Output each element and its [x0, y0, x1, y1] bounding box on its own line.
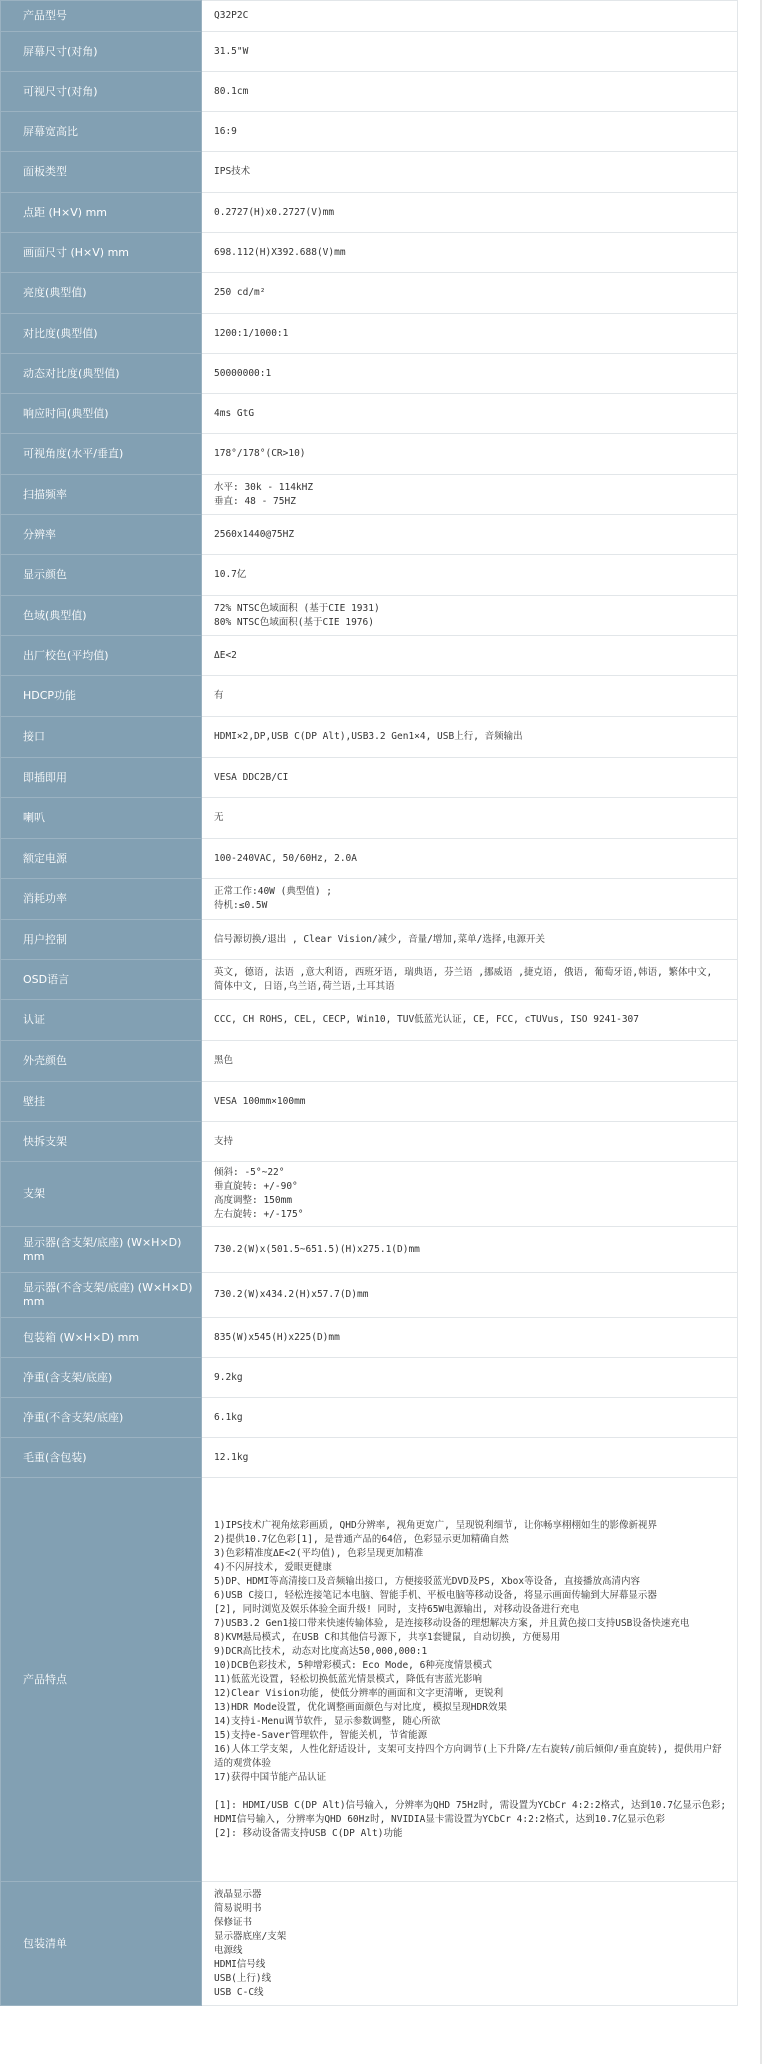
- spec-label: 接口: [1, 717, 202, 758]
- spec-value: [202, 1, 738, 32]
- spec-value-line: 178°/178°(CR>10): [214, 448, 306, 459]
- spec-row: [1, 354, 738, 394]
- spec-value-line: [1]: HDMI/USB C(DP Alt)信号输入, 分辨率为QHD 75Hz时, 需设置为YCbCr 4:2:2格式, 达到10.7亿显示色彩; HDMI信号输入, 分辨率为QHD 60Hz时, NVIDIA显卡需设置为YCbCr 4:2:2格式, 达到10.7亿显示色彩: [214, 1799, 732, 1825]
- spec-row: [1, 1273, 738, 1318]
- spec-value-line: 12.1kg: [214, 1451, 249, 1463]
- spec-label: 动态对比度(典型值): [1, 354, 202, 394]
- spec-value: [202, 758, 738, 798]
- spec-row: [1, 960, 738, 1000]
- spec-value: [202, 798, 738, 839]
- spec-row: [1, 32, 738, 72]
- spec-value: [202, 1227, 738, 1273]
- spec-value-line: 50000000:1: [214, 367, 272, 379]
- spec-value-line: 电源线: [214, 1944, 243, 1956]
- spec-label: 对比度(典型值): [1, 314, 202, 354]
- spec-value-line: 15)支持e-Saver管理软件, 智能关机, 节省能源: [214, 1729, 428, 1741]
- spec-value-line: 730.2(W)x434.2(H)x57.7(D)mm: [214, 1289, 369, 1300]
- spec-value: [202, 1318, 738, 1358]
- spec-row: [1, 233, 738, 273]
- spec-value: [202, 72, 738, 112]
- spec-value-line: 液晶显示器: [214, 1888, 262, 1900]
- spec-value-line: 6)USB C接口, 轻松连接笔记本电脑、智能手机、平板电脑等移动设备, 将显示画面传输到大屏幕显示器: [214, 1589, 657, 1601]
- spec-label: 产品型号: [1, 1, 202, 32]
- spec-value-line: [2]: 移动设备需支持USB C(DP Alt)功能: [214, 1827, 403, 1839]
- spec-row: [1, 920, 738, 960]
- spec-row: [1, 636, 738, 676]
- spec-value-line: 4ms GtG: [214, 407, 255, 419]
- spec-label: 快拆支架: [1, 1122, 202, 1162]
- spec-row: [1, 1000, 738, 1041]
- spec-value-line: 有: [214, 690, 224, 701]
- spec-value: [202, 1273, 738, 1318]
- spec-value-line: 2560x1440@75HZ: [214, 528, 295, 540]
- spec-value: [202, 839, 738, 879]
- spec-value-line: 730.2(W)x(501.5~651.5)(H)x275.1(D)mm: [214, 1243, 420, 1255]
- spec-value: [202, 1882, 738, 2006]
- spec-value: [202, 636, 738, 676]
- spec-row: [1, 1041, 738, 1082]
- spec-row: [1, 72, 738, 112]
- spec-value-line: 72% NTSC色域面积 (基于CIE 1931): [214, 602, 380, 614]
- spec-label: 净重(含支架/底座): [1, 1358, 202, 1398]
- spec-value: [202, 1478, 738, 1882]
- spec-value-line: 5)DP、HDMI等高清接口及音频输出接口, 方便接驳蓝光DVD及PS, Xbox等设备, 直接播放高清内容: [214, 1575, 641, 1587]
- spec-row: [1, 314, 738, 354]
- spec-value-line: 250 cd/m²: [214, 287, 266, 298]
- spec-value-line: 高度调整: 150mm: [214, 1195, 293, 1206]
- spec-row: [1, 434, 738, 475]
- spec-value-line: 水平: 30k - 114kHZ: [214, 481, 314, 493]
- spec-value-line: 14)支持i-Menu调节软件, 显示参数调整, 随心所欲: [214, 1715, 441, 1727]
- spec-label: 净重(不含支架/底座): [1, 1398, 202, 1438]
- spec-value-line: 16:9: [214, 125, 237, 137]
- spec-value: [202, 152, 738, 193]
- spec-value-line: 无: [214, 812, 224, 823]
- spec-row: [1, 839, 738, 879]
- spec-value: [202, 676, 738, 717]
- spec-value: [202, 112, 738, 152]
- spec-value-line: 16)人体工学支架, 人性化舒适设计, 支架可支持四个方向调节(上下升降/左右旋转/前后倾仰/垂直旋转), 提供用户舒适的观赏体验: [214, 1743, 722, 1769]
- spec-label: 可视尺寸(对角): [1, 72, 202, 112]
- spec-value: [202, 1162, 738, 1227]
- spec-value-line: 简易说明书: [214, 1902, 262, 1914]
- spec-row: [1, 879, 738, 920]
- spec-value-line: 6.1kg: [214, 1411, 243, 1423]
- spec-value-line: 左右旋转: +/-175°: [214, 1209, 304, 1220]
- spec-label: 面板类型: [1, 152, 202, 193]
- spec-value-line: 1)IPS技术广视角炫彩画质, QHD分辨率, 视角更宽广, 呈现锐利细节, 让你畅享栩栩如生的影像新视界: [214, 1519, 658, 1531]
- spec-value-line: 2)提供10.7亿色彩[1], 是普通产品的64倍, 色彩显示更加精确自然: [214, 1533, 509, 1545]
- spec-label: 显示器(不含支架/底座) (W×H×D) mm: [1, 1273, 202, 1318]
- spec-value-line: 100-240VAC, 50/60Hz, 2.0A: [214, 852, 357, 864]
- spec-value-line: ΔE<2: [214, 649, 237, 661]
- spec-value-line: 显示器底座/支架: [214, 1930, 287, 1942]
- spec-row: [1, 152, 738, 193]
- spec-label: 响应时间(典型值): [1, 394, 202, 434]
- spec-value-line: 13)HDR Mode设置, 优化调整画面颜色与对比度, 模拟呈现HDR效果: [214, 1701, 507, 1713]
- spec-label: 出厂校色(平均值): [1, 636, 202, 676]
- spec-row: [1, 1122, 738, 1162]
- spec-row: [1, 596, 738, 636]
- spec-label: 亮度(典型值): [1, 273, 202, 314]
- spec-label: 色域(典型值): [1, 596, 202, 636]
- spec-value-line: 31.5"W: [214, 45, 249, 57]
- spec-row: [1, 1358, 738, 1398]
- spec-label: 消耗功率: [1, 879, 202, 920]
- spec-row: [1, 1438, 738, 1478]
- spec-row: [1, 1478, 738, 1882]
- spec-row: [1, 1882, 738, 2006]
- spec-value-line: 1200:1/1000:1: [214, 327, 289, 339]
- spec-value-line: 垂直: 48 - 75HZ: [214, 495, 296, 507]
- spec-value-line: USB C-C线: [214, 1986, 264, 1998]
- spec-label: 点距 (H×V) mm: [1, 193, 202, 233]
- spec-value-line: 7)USB3.2 Gen1接口带来快速传输体验, 是连接移动设备的理想解决方案, 并且黄色接口支持USB设备快速充电: [214, 1617, 690, 1629]
- spec-value: [202, 273, 738, 314]
- spec-value: [202, 434, 738, 475]
- spec-value-line: 4)不闪屏技术, 爱眼更健康: [214, 1561, 332, 1573]
- spec-label: 毛重(含包装): [1, 1438, 202, 1478]
- spec-row: [1, 1398, 738, 1438]
- spec-value-line: 简体中文, 日语,乌兰语,荷兰语,土耳其语: [214, 980, 395, 992]
- spec-value: [202, 193, 738, 233]
- spec-value-line: 80.1cm: [214, 85, 249, 97]
- spec-value-line: [214, 1785, 729, 1799]
- spec-value-line: USB(上行)线: [214, 1972, 272, 1984]
- spec-row: [1, 676, 738, 717]
- spec-label: 显示器(含支架/底座) (W×H×D) mm: [1, 1227, 202, 1273]
- spec-label: 屏幕宽高比: [1, 112, 202, 152]
- spec-value-line: 垂直旋转: +/-90°: [214, 1181, 298, 1192]
- spec-value-line: 8)KVM悬局模式, 在USB C和其他信号源下, 共享1套键鼠, 自动切换, 方便易用: [214, 1631, 561, 1643]
- spec-row: [1, 193, 738, 233]
- spec-value-line: 17)获得中国节能产品认证: [214, 1771, 327, 1783]
- spec-label: OSD语言: [1, 960, 202, 1000]
- spec-value-line: 黑色: [214, 1055, 234, 1066]
- spec-value-line: 9)DCR高比技术, 动态对比度高达50,000,000:1: [214, 1645, 428, 1657]
- spec-value: [202, 1438, 738, 1478]
- spec-row: [1, 1162, 738, 1227]
- spec-value-line: 正常工作:40W (典型值) ;: [214, 886, 332, 897]
- spec-value: [202, 717, 738, 758]
- spec-row: [1, 394, 738, 434]
- spec-value-line: HDMI信号线: [214, 1958, 266, 1970]
- spec-label: 壁挂: [1, 1082, 202, 1122]
- spec-label: 外壳颜色: [1, 1041, 202, 1082]
- spec-value: [202, 596, 738, 636]
- spec-value-line: 10)DCB色彩技术, 5种增彩模式: Eco Mode, 6种亮度情景模式: [214, 1659, 492, 1671]
- spec-row: [1, 555, 738, 596]
- spec-value: [202, 960, 738, 1000]
- spec-label: 产品特点: [1, 1478, 202, 1882]
- spec-row: [1, 717, 738, 758]
- spec-label: 即插即用: [1, 758, 202, 798]
- spec-value: [202, 32, 738, 72]
- spec-value-line: 0.2727(H)x0.2727(V)mm: [214, 206, 335, 218]
- spec-label: 额定电源: [1, 839, 202, 879]
- spec-value: [202, 1041, 738, 1082]
- spec-label: 屏幕尺寸(对角): [1, 32, 202, 72]
- spec-row: [1, 798, 738, 839]
- spec-value: [202, 475, 738, 515]
- scroll-rail: [760, 0, 762, 2064]
- spec-value: [202, 879, 738, 920]
- spec-value: [202, 1398, 738, 1438]
- spec-value-line: 待机:≤0.5W: [214, 900, 268, 911]
- spec-row: [1, 273, 738, 314]
- spec-value: [202, 1122, 738, 1162]
- spec-value-line: 80% NTSC色域面积(基于CIE 1976): [214, 616, 374, 628]
- spec-value-line: 835(W)x545(H)x225(D)mm: [214, 1331, 340, 1343]
- spec-value-line: 698.112(H)X392.688(V)mm: [214, 246, 346, 258]
- spec-label: 扫描频率: [1, 475, 202, 515]
- spec-label: 喇叭: [1, 798, 202, 839]
- spec-label: 包装箱 (W×H×D) mm: [1, 1318, 202, 1358]
- spec-label: 支架: [1, 1162, 202, 1227]
- spec-row: [1, 515, 738, 555]
- spec-value-line: VESA DDC2B/CI: [214, 771, 289, 783]
- spec-value: [202, 314, 738, 354]
- spec-value-line: 英文, 德语, 法语 ,意大利语, 西班牙语, 瑞典语, 芬兰语 ,挪威语 ,捷克语, 俄语, 葡萄牙语,韩语, 繁体中文,: [214, 966, 713, 978]
- spec-value-line: 12)Clear Vision功能, 使低分辨率的画面和文字更清晰, 更锐利: [214, 1687, 504, 1699]
- spec-value-line: 10.7亿: [214, 569, 247, 580]
- spec-row: [1, 475, 738, 515]
- spec-value: [202, 394, 738, 434]
- spec-value-line: Q32P2C: [214, 10, 249, 21]
- spec-row: [1, 1, 738, 32]
- spec-label: 用户控制: [1, 920, 202, 960]
- spec-label: 可视角度(水平/垂直): [1, 434, 202, 475]
- spec-value-line: CCC, CH ROHS, CEL, CECP, Win10, TUV低蓝光认证, CE, FCC, cTUVus, ISO 9241-307: [214, 1014, 639, 1025]
- spec-value-line: 倾斜: -5°~22°: [214, 1167, 285, 1178]
- spec-value-line: [2], 同时浏览及娱乐体验全面升级! 同时, 支持65W电源输出, 对移动设备进行充电: [214, 1603, 580, 1615]
- spec-value-line: 3)色彩精准度ΔE<2(平均值), 色彩呈现更加精准: [214, 1547, 424, 1559]
- spec-value-line: HDMI×2,DP,USB C(DP Alt),USB3.2 Gen1×4, USB上行, 音频输出: [214, 731, 523, 742]
- spec-value-line: 保修证书: [214, 1916, 253, 1928]
- spec-label: HDCP功能: [1, 676, 202, 717]
- spec-label: 分辨率: [1, 515, 202, 555]
- spec-value: [202, 555, 738, 596]
- spec-value-line: 11)低蓝光设置, 轻松切换低蓝光情景模式, 降低有害蓝光影响: [214, 1673, 483, 1685]
- spec-value: [202, 354, 738, 394]
- spec-value-line: 9.2kg: [214, 1371, 243, 1383]
- spec-value: [202, 1082, 738, 1122]
- spec-label: 认证: [1, 1000, 202, 1041]
- spec-row: [1, 1318, 738, 1358]
- spec-row: [1, 1082, 738, 1122]
- spec-row: [1, 112, 738, 152]
- spec-row: [1, 758, 738, 798]
- spec-value: [202, 515, 738, 555]
- spec-value-line: VESA 100mm×100mm: [214, 1095, 306, 1107]
- spec-value: [202, 1000, 738, 1041]
- spec-value-line: 信号源切换/退出 , Clear Vision/减少, 音量/增加,菜单/选择,电源开关: [214, 933, 546, 945]
- spec-value: [202, 1358, 738, 1398]
- spec-table-body: [1, 1, 738, 2006]
- spec-label: 显示颜色: [1, 555, 202, 596]
- spec-value: [202, 920, 738, 960]
- spec-value-line: IPS技术: [214, 166, 251, 177]
- spec-label: 包装清单: [1, 1882, 202, 2006]
- spec-row: [1, 1227, 738, 1273]
- spec-label: 画面尺寸 (H×V) mm: [1, 233, 202, 273]
- spec-value-line: 支持: [214, 1135, 234, 1147]
- spec-value: [202, 233, 738, 273]
